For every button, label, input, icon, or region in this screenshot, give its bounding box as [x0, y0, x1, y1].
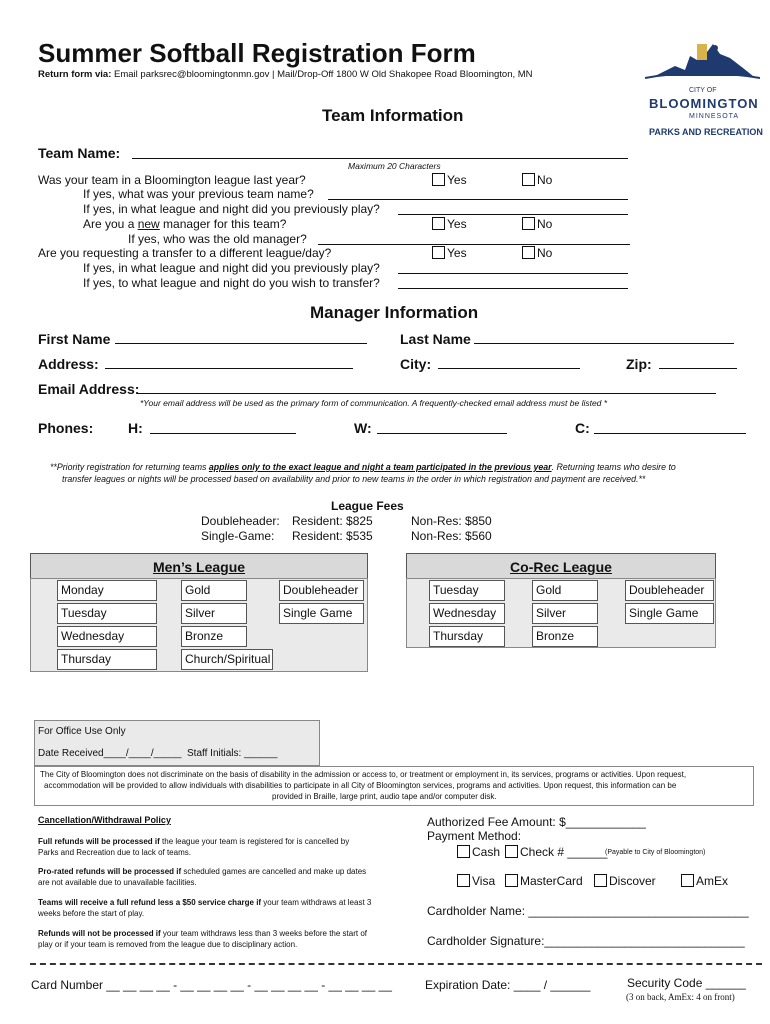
policy-p4: Refunds will not be processed if your team withdraws less than 3 weeks before the start of — [38, 929, 368, 938]
phone-work-field[interactable] — [377, 421, 507, 434]
expiration-field[interactable]: Expiration Date: ____ / ______ — [425, 978, 591, 992]
city-field[interactable] — [438, 356, 580, 369]
checkbox-icon[interactable] — [432, 246, 445, 259]
checkbox-icon[interactable] — [505, 845, 518, 858]
priority-note-line2: transfer leagues or nights will be processed based on availability and prior to new teams in the order in which registration and payment are received.** — [62, 474, 646, 484]
pay-cash[interactable] — [457, 845, 500, 859]
checkbox-icon[interactable] — [457, 845, 470, 858]
team-info-heading: Team Information — [322, 106, 464, 125]
q-new-manager-pre: Are you a — [83, 217, 138, 231]
transfer-to-field[interactable] — [398, 276, 628, 289]
nondiscrimination-l2: accommodation will be provided to allow individuals with disabilities to participate in all City of Bloomington services, programs and activities. Upon request, this information can be — [44, 781, 677, 790]
mens-day-wednesday[interactable]: Wednesday — [57, 626, 157, 647]
q-transfer: Are you requesting a transfer to a different league/day? — [38, 246, 332, 260]
first-name-field[interactable] — [115, 331, 367, 344]
return-text: Email parksrec@bloomingtonmn.gov | Mail/Drop-Off 1800 W Old Shakopee Road Bloomington, MN — [114, 69, 533, 80]
mens-day-thursday[interactable]: Thursday — [57, 649, 157, 670]
amex-label: AmEx — [696, 874, 729, 888]
q-new-manager — [83, 217, 286, 231]
mens-level-church[interactable]: Church/Spiritual — [181, 649, 273, 670]
q-last-year-yes[interactable] — [432, 173, 467, 187]
corec-level-bronze[interactable]: Bronze — [532, 626, 598, 647]
policy-p4-cont: play or if your team is removed from the league due to disciplinary action. — [38, 940, 298, 949]
cardholder-signature-field[interactable]: Cardholder Signature:______________________________ — [427, 934, 745, 948]
corec-format-doubleheader[interactable]: Doubleheader — [625, 580, 714, 601]
checkbox-icon[interactable] — [432, 217, 445, 230]
last-name-label: Last Name — [400, 331, 471, 347]
old-manager-field[interactable] — [318, 232, 630, 245]
yes-label: Yes — [447, 246, 467, 260]
priority-post: . Returning teams who desire to — [551, 462, 676, 472]
mens-level-silver[interactable]: Silver — [181, 603, 247, 624]
mens-format-doubleheader[interactable]: Doubleheader — [279, 580, 364, 601]
checkbox-icon[interactable] — [522, 173, 535, 186]
corec-league-title: Co-Rec League — [510, 559, 612, 575]
policy-heading — [38, 815, 171, 825]
q-prev-team-name: If yes, what was your previous team name? — [83, 187, 314, 201]
discover-label: Discover — [609, 874, 656, 888]
pay-check[interactable] — [505, 845, 607, 859]
team-name-hint: Maximum 20 Characters — [348, 161, 441, 171]
prev-league-field[interactable] — [398, 202, 628, 215]
phone-home-field[interactable] — [150, 421, 296, 434]
zip-field[interactable] — [659, 356, 737, 369]
logo-parks: PARKS AND RECREATION — [649, 127, 763, 137]
mens-day-tuesday[interactable]: Tuesday — [57, 603, 157, 624]
mens-day-monday[interactable]: Monday — [57, 580, 157, 601]
fee-dh-res: Resident: $825 — [292, 514, 373, 528]
policy-p1: Full refunds will be processed if the league your team is registered for is cancelled by — [38, 837, 350, 846]
policy-p2-cont: are not available due to unavailable facilities. — [38, 878, 197, 887]
card-number-field[interactable]: Card Number __ __ __ __ - __ __ __ __ - __ __ __ __ - __ __ __ __ — [31, 978, 392, 992]
mens-level-bronze[interactable]: Bronze — [181, 626, 247, 647]
checkbox-icon[interactable] — [522, 217, 535, 230]
q-new-manager-yes[interactable] — [432, 217, 467, 231]
address-label: Address: — [38, 356, 99, 372]
mens-level-gold[interactable]: Gold — [181, 580, 247, 601]
email-label: Email Address: — [38, 381, 140, 397]
policy-p1-cont: Parks and Recreation due to lack of teams. — [38, 848, 191, 857]
checkbox-icon[interactable] — [505, 874, 518, 887]
policy-heading-text: Cancellation/Withdrawal Policy — [38, 815, 171, 825]
fee-sg-nonres: Non-Res: $560 — [411, 529, 492, 543]
q-transfer-yes[interactable] — [432, 246, 467, 260]
bloomington-logo — [645, 38, 763, 140]
logo-city-of: CITY OF — [689, 87, 717, 94]
mens-format-single[interactable]: Single Game — [279, 603, 364, 624]
phone-work-label: W: — [354, 420, 372, 436]
email-note: *Your email address will be used as the primary form of communication. A frequently-checked email address must be listed * — [140, 398, 608, 408]
corec-day-tuesday[interactable]: Tuesday — [429, 580, 505, 601]
yes-label: Yes — [447, 217, 467, 231]
phone-cell-label: C: — [575, 420, 590, 436]
logo-minnesota: MINNESOTA — [689, 113, 740, 120]
priority-note — [50, 462, 676, 472]
checkbox-icon[interactable] — [457, 874, 470, 887]
checkbox-icon[interactable] — [432, 173, 445, 186]
corec-day-wednesday[interactable]: Wednesday — [429, 603, 505, 624]
cardholder-name-field[interactable]: Cardholder Name: _________________________________ — [427, 904, 749, 918]
form-title: Summer Softball Registration Form — [38, 38, 476, 68]
fee-dh-nonres: Non-Res: $850 — [411, 514, 492, 528]
no-label: No — [537, 246, 553, 260]
authorized-fee[interactable]: Authorized Fee Amount: $____________ — [427, 815, 646, 829]
cash-label: Cash — [472, 845, 501, 859]
zip-label: Zip: — [626, 356, 652, 372]
address-field[interactable] — [105, 356, 353, 369]
policy-p2: Pro-rated refunds will be processed if scheduled games are cancelled and make up dates — [38, 867, 367, 876]
checkbox-icon[interactable] — [594, 874, 607, 887]
office-staff-initials: Staff Initials: ______ — [187, 748, 278, 759]
q-new-manager-no[interactable] — [522, 217, 552, 231]
policy-p3: Teams will receive a full refund less a $50 service charge if your team withdraws at least 3 — [38, 898, 372, 907]
q-transfer-to: If yes, to what league and night do you wish to transfer? — [83, 276, 380, 290]
corec-level-gold[interactable]: Gold — [532, 580, 598, 601]
return-label: Return form via: — [38, 69, 112, 80]
transfer-prev-field[interactable] — [398, 261, 628, 274]
policy-p3-cont: weeks before the start of play. — [38, 909, 145, 918]
phones-label: Phones: — [38, 420, 94, 436]
email-field[interactable] — [138, 381, 716, 394]
q-last-year-no[interactable] — [522, 173, 552, 187]
corec-level-silver[interactable]: Silver — [532, 603, 598, 624]
payable-note: (Payable to City of Bloomington) — [605, 849, 706, 856]
phone-home-label: H: — [128, 420, 143, 436]
check-label: Check # ______ — [520, 845, 608, 859]
q-last-year: Was your team in a Bloomington league last year? — [38, 173, 306, 187]
phone-cell-field[interactable] — [594, 421, 746, 434]
mastercard-label: MasterCard — [520, 874, 583, 888]
q-transfer-no[interactable] — [522, 246, 552, 260]
last-name-field[interactable] — [474, 331, 734, 344]
q-new-manager-new: new — [137, 217, 160, 231]
yes-label: Yes — [447, 173, 467, 187]
fee-dh-label: Doubleheader: — [201, 514, 280, 528]
corec-format-single[interactable]: Single Game — [625, 603, 714, 624]
nondiscrimination-l1: The City of Bloomington does not discriminate on the basis of disability in the admission or access to, or treatment or employment in, its services, programs or activities. Upon request, — [40, 770, 687, 779]
first-name-label: First Name — [38, 331, 111, 347]
team-name-label: Team Name: — [38, 145, 121, 161]
office-date-received: Date Received____/____/_____ — [38, 748, 182, 759]
q-new-manager-post: manager for this team? — [159, 217, 287, 231]
q-prev-league: If yes, in what league and night did you previously play? — [83, 202, 380, 216]
prev-team-name-field[interactable] — [328, 187, 628, 200]
no-label: No — [537, 217, 553, 231]
fee-sg-label: Single-Game: — [201, 529, 275, 543]
nondiscrimination-l3: provided in Braille, large print, audio tape and/or computer disk. — [272, 792, 497, 801]
city-label: City: — [400, 356, 432, 372]
cut-line-divider — [30, 963, 762, 965]
corec-day-thursday[interactable]: Thursday — [429, 626, 505, 647]
visa-label: Visa — [472, 874, 496, 888]
priority-pre: **Priority registration for returning teams — [50, 462, 209, 472]
mens-league-header — [30, 553, 368, 579]
team-name-field[interactable] — [132, 146, 628, 159]
q-old-manager: If yes, who was the old manager? — [128, 232, 307, 246]
payment-method-label: Payment Method: — [427, 829, 522, 843]
security-code-field[interactable]: Security Code ______ — [627, 976, 746, 990]
fee-sg-res: Resident: $535 — [292, 529, 373, 543]
corec-league-header — [406, 553, 716, 579]
return-instructions — [38, 69, 533, 80]
security-code-note: (3 on back, AmEx: 4 on front) — [626, 992, 735, 1002]
no-label: No — [537, 173, 553, 187]
q-transfer-prev: If yes, in what league and night did you previously play? — [83, 261, 380, 275]
mens-league-title: Men’s League — [152, 559, 246, 575]
fees-heading: League Fees — [331, 499, 404, 513]
logo-bloomington: BLOOMINGTON — [649, 96, 759, 111]
priority-underlined: applies only to the exact league and night a team participated in the previous year — [208, 462, 552, 472]
office-use-title: For Office Use Only — [38, 726, 126, 737]
manager-info-heading: Manager Information — [310, 303, 479, 322]
pay-discover[interactable] — [594, 874, 656, 888]
checkbox-icon[interactable] — [522, 246, 535, 259]
checkbox-icon[interactable] — [681, 874, 694, 887]
pay-amex[interactable] — [681, 874, 728, 888]
pay-visa[interactable] — [457, 874, 495, 888]
pay-mastercard[interactable] — [505, 874, 583, 888]
